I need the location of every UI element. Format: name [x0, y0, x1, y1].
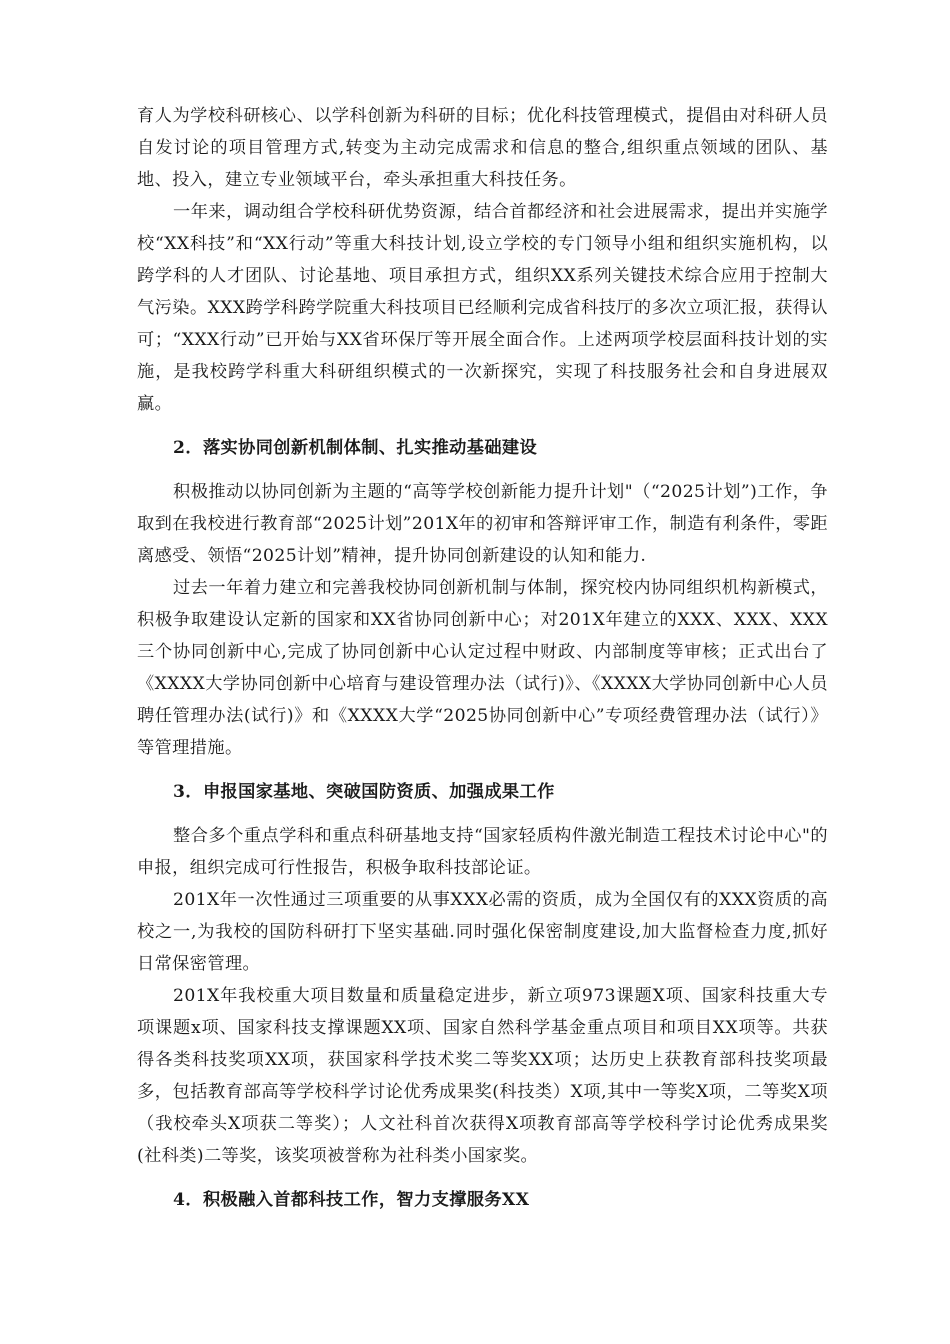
- paragraph-qualifications: 201X年一次性通过三项重要的从事XXX必需的资质，成为全国仅有的XXX资质的高校之一,为我校的国防科研打下坚实基础.同时强化保密制度建设,加大监督检查力度,抓好日常保密管理。: [137, 890, 828, 974]
- paragraph-innovation-centers: 过去一年着力建立和完善我校协同创新机制与体制，探究校内协同组织机构新模式，积极争取建设认定新的国家和XX省协同创新中心；对201X年建立的XXX、XXX、XXX三个协同创新中心,完成了协同创新中心认定过程中财政、内部制度等审核；正式出台了《XXXX大学协同创新中心培育与建设管理办法（试行)》、《XXXX大学协同创新中心人员聘任管理办法(试行)》和《XXXX大学“2025协同创新中心”专项经费管理办法（试行）》等管理措施。: [137, 578, 828, 758]
- section-heading-capital-science: 4．积极融入首都科技工作，智力支撑服务XX: [173, 1190, 530, 1210]
- paragraph-2025-plan: 积极推动以协同创新为主题的“高等学校创新能力提升计划"（“2025计划”)工作，争取到在我校进行教育部“2025计划”201X年的初审和答辩评审工作，制造有利条件，零距离感受、领悟“2025计划”精神，提升协同创新建设的认知和能力.: [137, 482, 828, 566]
- section-heading-national-bases: 3．申报国家基地、突破国防资质、加强成果工作: [173, 782, 555, 802]
- paragraph-laser-center: 整合多个重点学科和重点科研基地支持“国家轻质构件激光制造工程技术讨论中心"的申报，组织完成可行性报告，积极争取科技部论证。: [137, 826, 828, 878]
- section-heading-collaborative-innovation: 2．落实协同创新机制体制、扎实推动基础建设: [173, 438, 538, 458]
- paragraph-awards: 201X年我校重大项目数量和质量稳定进步，新立项973课题X项、国家科技重大专项课题x项、国家科技支撑课题XX项、国家自然科学基金重点项目和项目XX项等。共获得各类科技奖项XX项，获国家科学技术奖二等奖XX项；达历史上获教育部科技奖项最多，包括教育部高等学校科学讨论优秀成果奖(科技类）X项,其中一等奖X项，二等奖X项（我校牵头X项获二等奖）；人文社科首次获得X项教育部高等学校科学讨论优秀成果奖(社科类)二等奖，该奖项被誉称为社科类小国家奖。: [137, 986, 828, 1166]
- paragraph-research-management: 育人为学校科研核心、以学科创新为科研的目标；优化科技管理模式，提倡由对科研人员自发讨论的项目管理方式,转变为主动完成需求和信息的整合,组织重点领域的团队、基地、投入，建立专业领域平台，牵头承担重大科技任务。: [137, 106, 828, 190]
- paragraph-major-plans: 一年来，调动组合学校科研优势资源，结合首都经济和社会进展需求，提出并实施学校“XX科技”和“XX行动”等重大科技计划,设立学校的专门领导小组和组织实施机构，以跨学科的人才团队、讨论基地、项目承担方式，组织XX系列关键技术综合应用于控制大气污染。XXX跨学科跨学院重大科技项目已经顺利完成省科技厅的多次立项汇报，获得认可；“XXX行动”已开始与XX省环保厅等开展全面合作。上述两项学校层面科技计划的实施，是我校跨学科重大科研组织模式的一次新探究，实现了科技服务社会和自身进展双赢。: [137, 202, 828, 414]
- document-page: [137, 100, 828, 1228]
